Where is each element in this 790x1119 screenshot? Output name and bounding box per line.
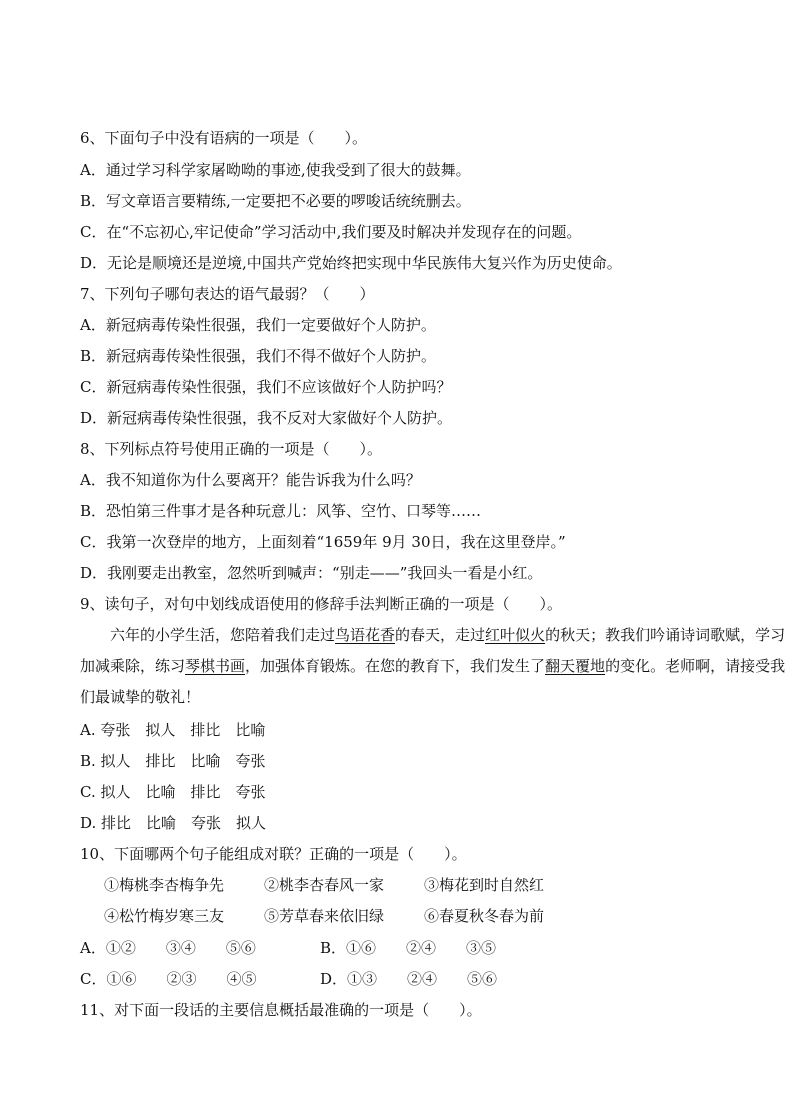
passage-text: ，加强体育锻炼。在您的教育下，我们发生了 <box>245 657 546 675</box>
question-6-option-a: A．通过学习科学家屠呦呦的事迹,使我受到了很大的鼓舞。 <box>80 161 471 179</box>
couplet-line-1: ①梅桃李杏梅争先 <box>104 876 225 894</box>
question-11-stem: 11、对下面一段话的主要信息概括最准确的一项是（ ）。 <box>80 1001 482 1019</box>
question-9-passage <box>80 620 790 713</box>
question-6-option-c: C．在“不忘初心,牢记使命”学习活动中,我们要及时解决并发现存在的问题。 <box>80 223 582 241</box>
question-8-option-c: C．我第一次登岸的地方，上面刻着“1659年 9月 30日，我在这里登岸。” <box>80 533 566 551</box>
question-6-stem: 6、下面句子中没有语病的一项是（ ）。 <box>80 129 368 147</box>
couplet-line-4: ④松竹梅岁寒三友 <box>104 907 225 925</box>
couplet-row-1 <box>104 875 544 895</box>
passage-text: 的春天，走过 <box>395 626 486 644</box>
underlined-idiom-2: 红叶似火 <box>485 626 546 644</box>
question-10-options-row-2 <box>80 969 497 989</box>
question-10-options-row-1 <box>80 938 496 958</box>
question-9-option-d: D. 排比 比喻 夸张 拟人 <box>80 814 267 832</box>
question-10-stem: 10、下面哪两个句子能组成对联？正确的一项是（ ）。 <box>80 845 467 863</box>
passage-text: 六年的小学生活，您陪着我们走过 <box>110 626 336 644</box>
question-6-option-d: D．无论是顺境还是逆境,中国共产党始终把实现中华民族伟大复兴作为历史使命。 <box>80 254 622 272</box>
question-10-option-a: A．①② ③④ ⑤⑥ <box>80 939 256 957</box>
question-8-option-d: D．我刚要走出教室，忽然听到喊声：“别走——”我回头一看是小红。 <box>80 564 543 582</box>
underlined-idiom-1: 鸟语花香 <box>335 626 396 644</box>
question-9-option-a: A. 夸张 拟人 排比 比喻 <box>80 721 266 739</box>
question-9-stem: 9、读句子，对句中划线成语使用的修辞手法判断正确的一项是（ ）。 <box>80 595 563 613</box>
question-9-option-b: B. 拟人 排比 比喻 夸张 <box>80 752 266 770</box>
couplet-line-6: ⑥春夏秋冬春为前 <box>424 907 545 925</box>
question-10-option-c: C．①⑥ ②③ ④⑤ <box>80 970 257 988</box>
couplet-line-2: ②桃李杏春风一家 <box>264 876 385 894</box>
couplet-line-5: ⑤芳草春来依旧绿 <box>264 907 385 925</box>
question-7-stem: 7、下列句子哪句表达的语气最弱？（ ） <box>80 285 375 303</box>
couplet-row-2 <box>104 906 544 926</box>
passage-text: 的秋天；教我们吟诵诗词歌赋，学习加减乘除，练习 <box>80 626 786 675</box>
question-10-option-d: D．①③ ②④ ⑤⑥ <box>320 970 498 988</box>
question-7-option-c: C．新冠病毒传染性很强，我们不应该做好个人防护吗？ <box>80 378 452 396</box>
question-7-option-b: B．新冠病毒传染性很强，我们不得不做好个人防护。 <box>80 347 437 365</box>
question-8-stem: 8、下列标点符号使用正确的一项是（ ）。 <box>80 440 383 458</box>
passage-text: 的变化。老师啊，请接受我们最诚挚的敬礼！ <box>80 657 786 706</box>
underlined-idiom-4: 翻天覆地 <box>545 657 606 675</box>
underlined-idiom-3: 琴棋书画 <box>185 657 246 675</box>
question-8-option-b: B．恐怕第三件事才是各种玩意儿：风筝、空竹、口琴等…… <box>80 502 482 520</box>
question-6-option-b: B．写文章语言要精练,一定要把不必要的啰唆话统统删去。 <box>80 192 471 210</box>
question-7-option-d: D．新冠病毒传染性很强，我不反对大家做好个人防护。 <box>80 409 453 427</box>
question-10-option-b: B．①⑥ ②④ ③⑤ <box>320 939 497 957</box>
question-8-option-a: A．我不知道你为什么要离开？能告诉我为什么吗？ <box>80 471 421 489</box>
couplet-line-3: ③梅花到时自然红 <box>424 876 545 894</box>
question-7-option-a: A．新冠病毒传染性很强，我们一定要做好个人防护。 <box>80 316 436 334</box>
question-9-option-c: C. 拟人 比喻 排比 夸张 <box>80 783 266 801</box>
